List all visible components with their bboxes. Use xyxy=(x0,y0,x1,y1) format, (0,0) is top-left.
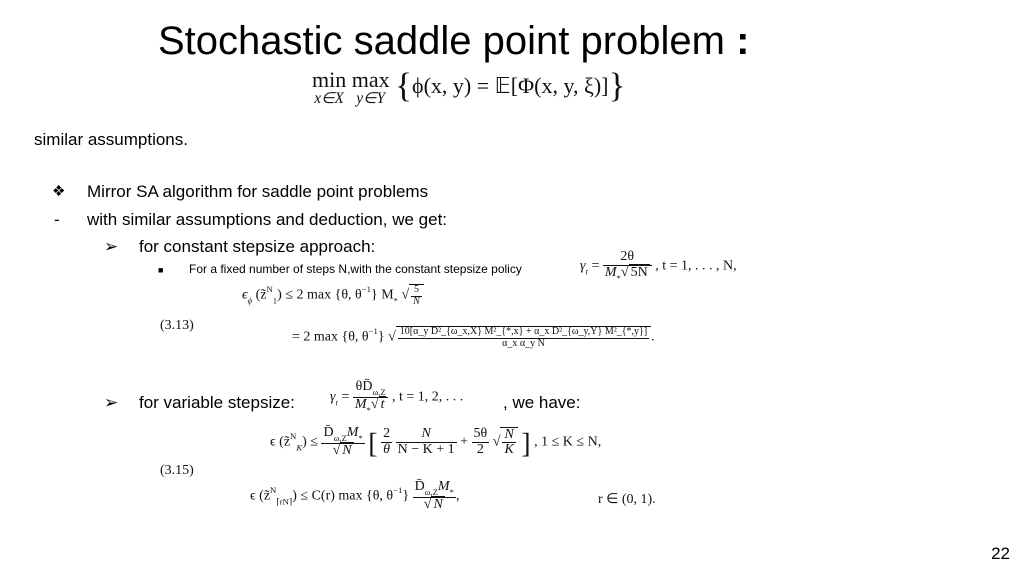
main-formula xyxy=(312,66,625,106)
bullet-symbol: ❖ xyxy=(52,183,66,200)
eq-3-13-line2: = 2 max {θ, $\theta^{-1}$} √ $\frac{\text{10[α\_y D²\_\{ω\_x,X\} M²\_\{*,x\} + α\_x D²\_\{ω\_y,Y\} M²\_\{*,y\}]}}{\text{α\_x α\_y N}}$ . xyxy=(292,326,655,349)
left-brace: { xyxy=(395,66,413,105)
slide-title xyxy=(158,18,749,64)
eq-3-13-root-fraction: $\frac{5}{N}$ xyxy=(409,284,424,307)
arrow-text-2: for variable stepsize: xyxy=(139,393,295,412)
right-brace: } xyxy=(608,66,626,105)
eq-3-15-line1: ϵ (z̃$^N_K$) ≤ $\frac{D̄_{\omega,Z}M_*}{√ N}$ [ $\frac{2}{\theta}$ $\frac{N}{N - K + 1}$ + $\frac{5\theta}{2}$ √ $\frac{N}{K}$ ] , 1 ≤ K ≤ N, xyxy=(270,425,602,460)
page-number: 22 xyxy=(991,544,1010,563)
intro-text: similar assumptions. xyxy=(34,130,188,149)
gamma-variable: $\gamma_t$ = $\frac{\theta D̄_{\omega,Z}}{M_*√ t}$ , t = 1, 2, . . . xyxy=(330,379,464,415)
eq-3-15-label: (3.15) xyxy=(160,463,194,478)
title-text: Stochastic saddle point problem xyxy=(158,19,725,63)
gamma-constant: $\gamma_t$ = $\frac{2\theta}{M_*√ 5N}$ , t = 1, . . . , N, xyxy=(580,249,737,283)
eq-3-13-line1: $\epsilon_\phi$ (z̃$^N_1$) ≤ 2 max {θ, $\theta^{-1}$} $M_*$ √ $\frac{5}{N}$ xyxy=(242,284,424,307)
square-symbol: ■ xyxy=(158,265,164,275)
eq-3-15-line2: ϵ (z̃$^N_{⌈rN⌉}$) ≤ C(r) max {θ, $\theta^{-1}$} $\frac{D̄_{\omega,Z}M_*}{√ N}$ , xyxy=(250,479,460,512)
min-operator: min x∈X xyxy=(312,67,347,108)
we-have-text: , we have: xyxy=(503,393,581,412)
objective: ϕ(x, y) = 𝔼[Φ(x, y, ξ)] xyxy=(412,72,609,98)
eq-3-15-first-fraction: $\frac{D̄_{\omega,Z}M_*}{√ N}$ xyxy=(323,425,363,458)
dash-text: with similar assumptions and deduction, we get: xyxy=(87,210,448,229)
eq-3-15-condition: r ∈ (0, 1). xyxy=(598,492,656,507)
arrow-symbol: ➢ xyxy=(104,237,119,256)
eq-3-13-long-fraction: $\frac{\text{10[α\_y D²\_\{ω\_x,X\} M²\_\{*,x\} + α\_x D²\_\{ω\_y,Y\} M²\_\{*,y\}]}}{\text{α\_x α\_y N}}$ xyxy=(396,326,651,349)
arrow-text: for constant stepsize approach: xyxy=(139,237,376,256)
dash-symbol: - xyxy=(54,210,60,229)
gamma-const-fraction: $\frac{2\theta}{M_*√ 5N}$ xyxy=(603,250,652,283)
max-operator: max y∈Y xyxy=(351,67,390,108)
title-colon: : xyxy=(736,19,750,63)
bullet-text: Mirror SA algorithm for saddle point problems xyxy=(87,182,429,201)
square-text: For a fixed number of steps N,with the constant stepsize policy xyxy=(189,262,522,276)
eq-3-15-second-fraction: $\frac{D̄_{\omega,Z}M_*}{√ N}$ xyxy=(414,479,454,512)
gamma-var-fraction: $\frac{\theta D̄_{\omega,Z}}{M_*√ t}$ xyxy=(353,380,389,415)
arrow-symbol-2: ➢ xyxy=(104,393,119,412)
eq-3-13-label: (3.13) xyxy=(160,318,194,333)
